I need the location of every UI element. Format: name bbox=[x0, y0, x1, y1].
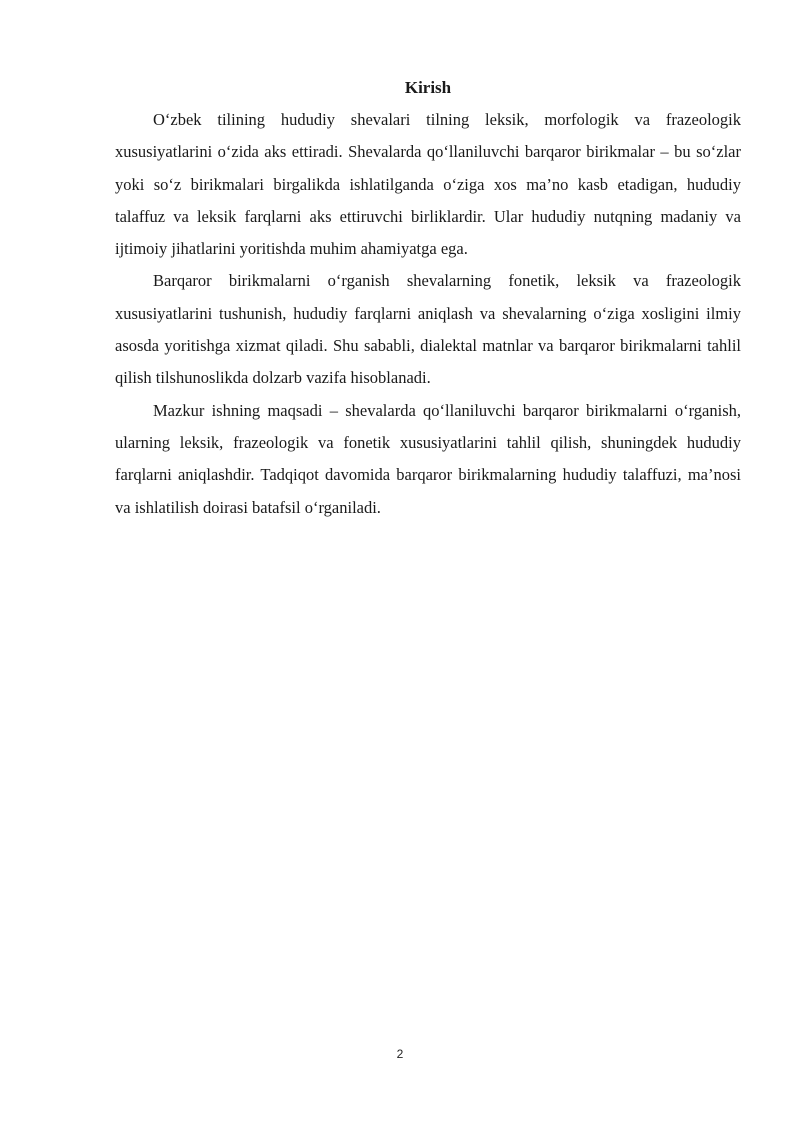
page-content bbox=[115, 72, 741, 524]
page-number: 2 bbox=[396, 1047, 404, 1061]
paragraph-2: Barqaror birikmalarni o‘rganish shevalarning fonetik, leksik va frazeologik xususiyatlarini tushunish, hududiy farqlarni aniqlash va shevalarning o‘ziga xosligini ilmiy asosda yoritishga xizmat qiladi. Shu sababli, dialektal matnlar va barqaror birikmalarni tahlil qilish tilshunoslikda dolzarb vazifa hisoblanadi. bbox=[115, 271, 741, 388]
paragraph-3: Mazkur ishning maqsadi – shevalarda qo‘llaniluvchi barqaror birikmalarni o‘rganish, ularning leksik, frazeologik va fonetik xususiyatlarini tahlil qilish, shuningdek hududiy farqlarni aniqlashdir. Tadqiqot davomida barqaror birikmalarning hududiy talaffuzi, ma’nosi va ishlatilish doirasi batafsil o‘rganiladi. bbox=[115, 400, 741, 517]
paragraph-1: O‘zbek tilining hududiy shevalari tilning leksik, morfologik va frazeologik xususiyatlarini o‘zida aks ettiradi. Shevalarda qo‘llaniluvchi barqaror birikmalar – bu so‘zlar yoki so‘z birikmalari birgalikda ishlatilganda o‘ziga xos ma’no kasb etadigan, hududiy talaffuz va leksik farqlarni aks ettiruvchi birliklardir. Ular hududiy nutqning madaniy va ijtimoiy jihatlarini yoritishda muhim ahamiyatga ega. bbox=[115, 110, 741, 259]
section-title: Kirish bbox=[404, 78, 452, 97]
